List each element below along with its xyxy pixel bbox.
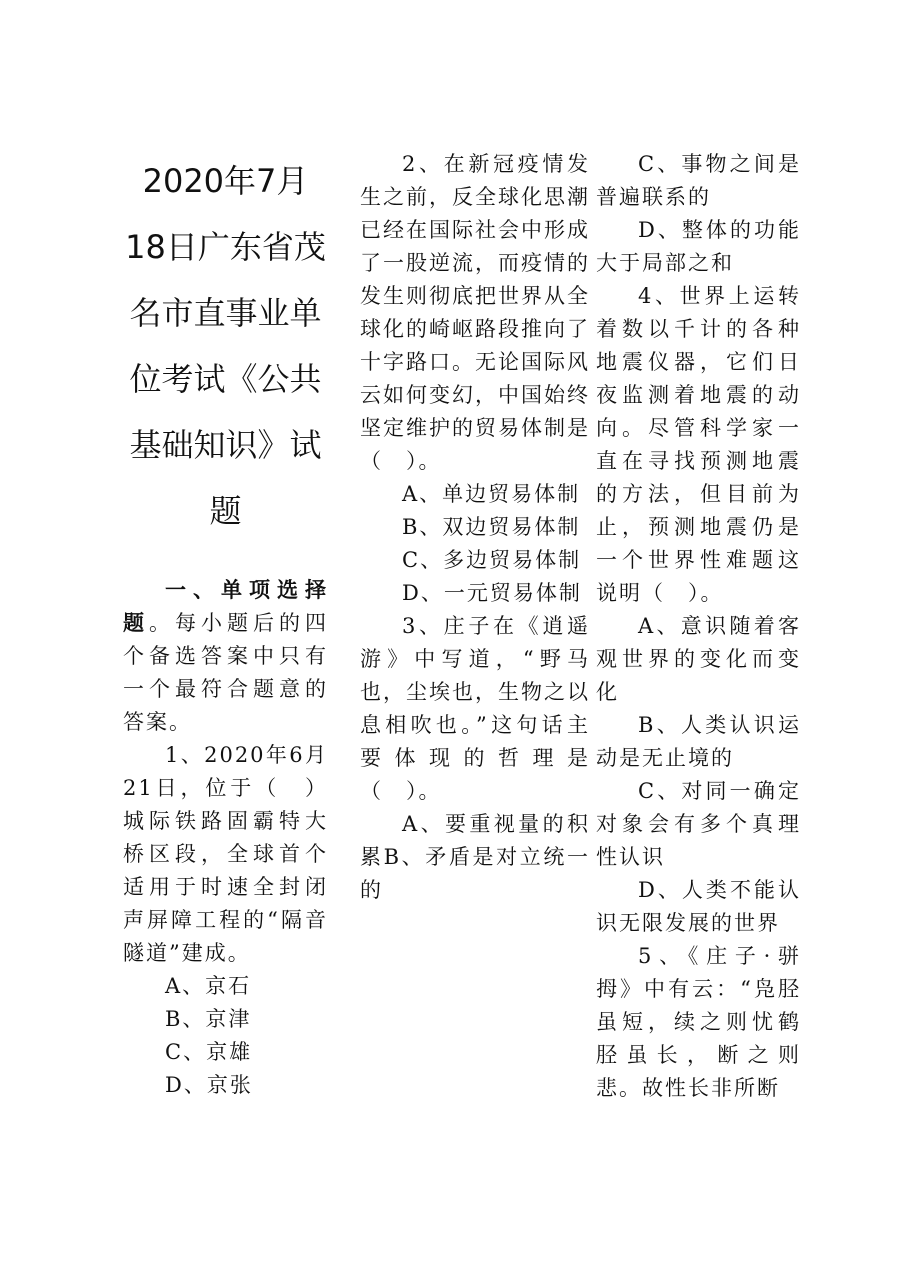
question-2-option-b: B、双边贸易体制: [402, 515, 581, 539]
page-title: 2020年7月18日广东省茂名市直事业单位考试《公共基础知识》试题: [125, 162, 326, 530]
question-3-option-c: C、事物之间是普遍联系的: [596, 152, 801, 209]
question-4-stem: 4、世界上运转着数以千计的各种地震仪器，它们日夜监测着地震的动向。尽管科学家一直在寻找预测地震的方法，但目前为止，预测地震仍是一个世界性难题这说明（ ）。: [596, 284, 801, 605]
question-1-option-a: A、京石: [165, 974, 252, 998]
question-4-option-a: A、意识随着客观世界的变化而变化: [596, 614, 801, 704]
question-3-option-ab: A、要重视量的积累B、矛盾是对立统一的: [360, 812, 590, 902]
section-instruction-text: 。每小题后的四个备选答案中只有一个最符合题意的答案。: [123, 611, 328, 734]
section-instructions: [123, 574, 328, 739]
section-heading: 一、单项选择题: [123, 578, 328, 635]
question-4-option-d: D、人类不能认识无限发展的世界: [596, 878, 801, 935]
question-2-option-c: C、多边贸易体制: [402, 548, 582, 572]
question-1-option-c: C、京雄: [165, 1040, 253, 1064]
question-3-option-d: D、整体的功能大于局部之和: [596, 218, 801, 275]
column-2: [360, 148, 590, 907]
question-4-option-b: B、人类认识运动是无止境的: [596, 713, 801, 770]
question-2-option-d: D、一元贸易体制: [402, 581, 582, 605]
question-1-option-b: B、京津: [165, 1007, 252, 1031]
question-5-stem: 5、《庄子·骈拇》中有云：“凫胫虽短，续之则忧鹤胫虽长，断之则悲。故性长非所断: [596, 944, 801, 1100]
question-1-option-d: D、京张: [165, 1073, 253, 1097]
column-3: [596, 148, 801, 1105]
column-1: [123, 148, 328, 1102]
question-3-stem: 3、庄子在《逍遥游》中写道，“野马也，尘埃也，生物之以息相吹也。”这句话主要体现的哲理是（ ）。: [360, 614, 590, 803]
question-1-stem: 1、2020年6月21日，位于（ ）城际铁路固霸特大桥区段，全球首个适用于时速全封闭声屏障工程的“隔音隧道”建成。: [123, 743, 328, 965]
question-2-stem: 2、在新冠疫情发生之前，反全球化思潮已经在国际社会中形成了一股逆流，而疫情的发生则彻底把世界从全球化的崎岖路段推向了十字路口。无论国际风云如何变幻，中国始终坚定维护的贸易体制是（ ）。: [360, 152, 590, 473]
question-2-option-a: A、单边贸易体制: [402, 482, 581, 506]
question-4-option-c: C、对同一确定对象会有多个真理性认识: [596, 779, 801, 869]
